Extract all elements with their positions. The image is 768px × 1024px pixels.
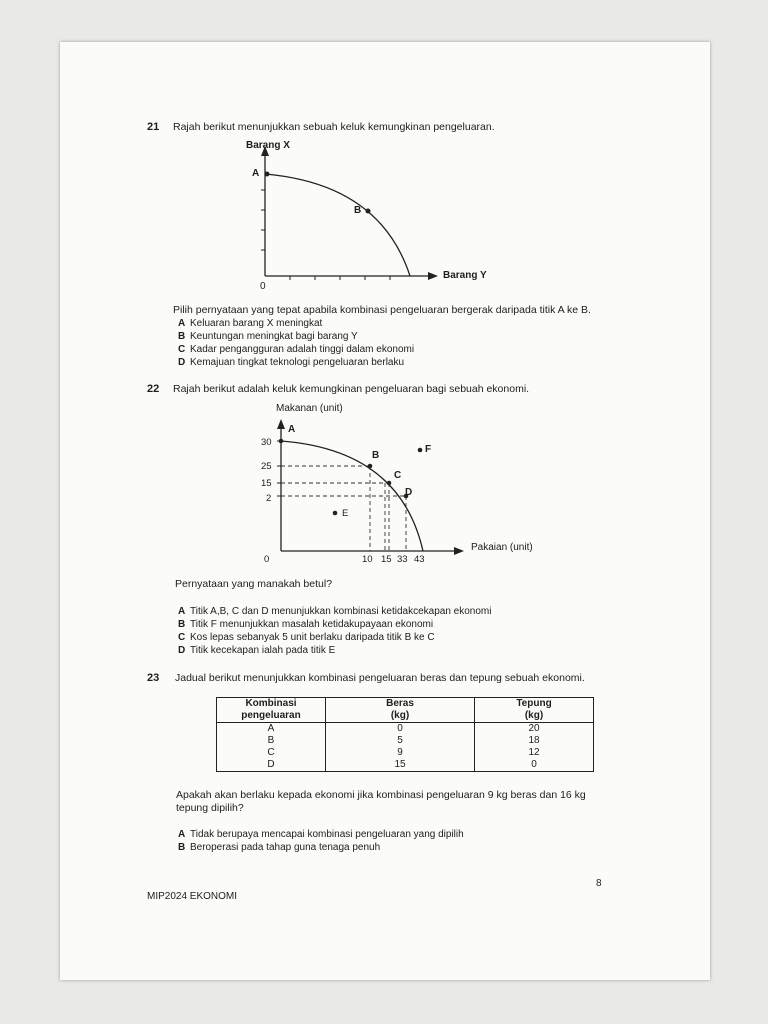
- q23-prompt-line2: tepung dipilih?: [176, 802, 244, 814]
- q22-point-c: [387, 481, 392, 486]
- q22-prompt: Pernyataan yang manakah betul?: [175, 578, 333, 590]
- q22-label-c: C: [394, 470, 402, 481]
- q21-origin: 0: [260, 281, 266, 292]
- q22-option-a[interactable]: A Titik A,B, C dan D menunjukkan kombinasi ketidakcekapan ekonomi: [178, 606, 492, 617]
- q22-label-e: E: [342, 508, 349, 519]
- table-row: D 15 0: [217, 759, 594, 772]
- q22-label-b: B: [372, 450, 380, 461]
- q21-x-axis-label: Barang Y: [443, 270, 487, 281]
- q21-option-b[interactable]: B Keuntungan meningkat bagi barang Y: [178, 331, 358, 342]
- q21-label-a: A: [252, 168, 260, 179]
- q23-option-a[interactable]: A Tidak berupaya mencapai kombinasi pengeluaran yang dipilih: [178, 829, 464, 840]
- q22-point-f: [418, 448, 423, 453]
- footer-code: MIP2024 EKONOMI: [147, 891, 238, 902]
- q22-option-b[interactable]: B Titik F menunjukkan masalah ketidakupayaan ekonomi: [178, 619, 434, 630]
- q22-number: 22: [147, 383, 160, 395]
- q22-x-tick-15: 15: [381, 554, 392, 565]
- q21-y-axis-label: Barang X: [246, 140, 290, 151]
- q22-x-tick-10: 10: [362, 554, 373, 565]
- q23-header-flour: Tepung (kg): [475, 698, 594, 723]
- q22-y-tick-30: 30: [261, 437, 272, 448]
- q21-option-d[interactable]: D Kemajuan tingkat teknologi pengeluaran berlaku: [178, 357, 405, 368]
- q22-point-e: [333, 511, 338, 516]
- q22-point-a: [279, 439, 284, 444]
- q22-point-b: [368, 464, 373, 469]
- q22-label-a: A: [288, 424, 296, 435]
- q21-label-b: B: [354, 205, 362, 216]
- q21-option-c[interactable]: C Kadar pengangguran adalah tinggi dalam ekonomi: [178, 344, 415, 355]
- q22-x-tick-33: 33: [397, 554, 408, 565]
- q22-y-axis-label: Makanan (unit): [276, 403, 343, 414]
- q21-option-a[interactable]: A Keluaran barang X meningkat: [178, 318, 323, 329]
- q22-label-f: F: [425, 444, 432, 455]
- table-row: B 5 18: [217, 735, 594, 747]
- q23-header-rice: Beras (kg): [326, 698, 475, 723]
- q22-option-c[interactable]: C Kos lepas sebanyak 5 unit berlaku daripada titik B ke C: [178, 632, 435, 643]
- q22-y-tick-15: 15: [261, 478, 272, 489]
- q22-x-axis-label: Pakaian (unit): [471, 542, 533, 553]
- q21-text: Rajah berikut menunjukkan sebuah keluk kemungkinan pengeluaran.: [173, 121, 495, 133]
- q22-label-d: D: [405, 487, 413, 498]
- q22-origin: 0: [264, 554, 270, 565]
- q23-table: [216, 697, 594, 772]
- q22-text: Rajah berikut adalah keluk kemungkinan pengeluaran bagi sebuah ekonomi.: [173, 383, 530, 395]
- q22-y-tick-25: 25: [261, 461, 272, 472]
- table-row: A 0 20: [217, 723, 594, 736]
- q21-number: 21: [147, 121, 160, 133]
- q23-prompt-line1: Apakah akan berlaku kepada ekonomi jika kombinasi pengeluaran 9 kg beras dan 16 kg: [176, 789, 586, 801]
- table-row: C 9 12: [217, 747, 594, 759]
- page-number: 8: [596, 878, 602, 889]
- q22-x-tick-43: 43: [414, 554, 425, 565]
- q23-number: 23: [147, 672, 160, 684]
- q22-option-d[interactable]: D Titik kecekapan ialah pada titik E: [178, 645, 336, 656]
- q23-header-combination: Kombinasi pengeluaran: [217, 698, 326, 723]
- q23-option-b[interactable]: B Beroperasi pada tahap guna tenaga penuh: [178, 842, 381, 853]
- q21-prompt: Pilih pernyataan yang tepat apabila kombinasi pengeluaran bergerak daripada titik A ke B.: [173, 304, 591, 316]
- q22-y-tick-2: 2: [266, 493, 272, 504]
- q23-text: Jadual berikut menunjukkan kombinasi pengeluaran beras dan tepung sebuah ekonomi.: [175, 672, 585, 684]
